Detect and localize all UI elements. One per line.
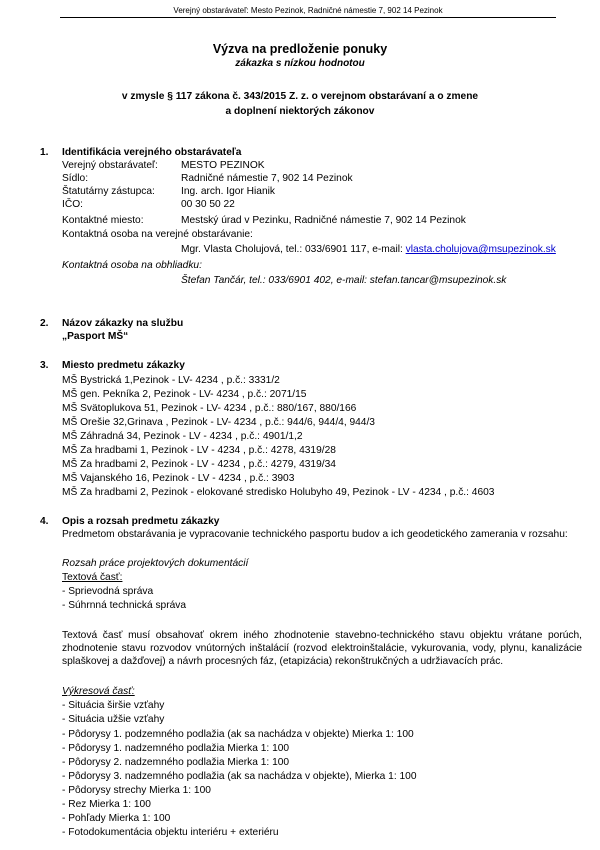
drawing-item: - Pôdorysy 1. podzemného podlažia (ak sa nachádza v objekte) Mierka 1: 100	[62, 729, 414, 740]
location-item: MŠ Bystrická 1,Pezinok - LV- 4234 , p.č.: 3331/2	[62, 375, 280, 386]
s1-value-obstaravatel: MESTO PEZINOK	[181, 160, 265, 171]
s1-value-statutar: Ing. arch. Igor Hianik	[181, 186, 275, 197]
s1-contact-label: Kontaktná osoba na verejné obstarávanie:	[62, 229, 253, 240]
s1-value-sidlo: Radničné námestie 7, 902 14 Pezinok	[181, 173, 353, 184]
law-line-2: a doplnení niektorých zákonov	[225, 106, 375, 117]
s1-label-statutar: Štatutárny zástupca:	[62, 186, 155, 197]
section-4-number: 4.	[40, 516, 49, 527]
s1-contact-text: Mgr. Vlasta Cholujová, tel.: 033/6901 117, e-mail:	[181, 244, 406, 255]
s1-inspection-label: Kontaktná osoba na obhliadku:	[62, 260, 202, 271]
location-item: MŠ Orešie 32,Grinava , Pezinok - LV- 4234 , p.č.: 944/6, 944/4, 944/3	[62, 417, 375, 428]
drawing-part-title: Výkresová časť:	[62, 686, 135, 697]
drawing-item: - Pôdorysy 3. nadzemného podlažia (ak sa nachádza v objekte), Mierka 1: 100	[62, 771, 417, 782]
s1-label-kontaktne-miesto: Kontaktné miesto:	[62, 215, 144, 226]
location-item: MŠ gen. Pekníka 2, Pezinok - LV- 4234 , p.č.: 2071/15	[62, 389, 307, 400]
location-item: MŠ Za hradbami 2, Pezinok - LV - 4234 , p.č.: 4279, 4319/34	[62, 459, 336, 470]
text-part-paragraph: Textová časť musí obsahovať okrem iného zhodnotenie stavebno-technického stavu objektu vrátane porúch, zhodnotenie stavu rozvodov vnútorných inštalácií (rozvod elektroinštalácie, vykurovania, vody, plynu, kanalizácie splaškovej a dažďovej) a návrh procesných fáz, (etapizácia) rekonštrukčných a udržiavacích prác.	[62, 630, 582, 667]
section-1-heading: Identifikácia verejného obstarávateľa	[62, 147, 242, 158]
section-3-number: 3.	[40, 360, 49, 371]
location-item: MŠ Za hradbami 2, Pezinok - elokované stredisko Holubyho 49, Pezinok - LV - 4234 , p.č.: 4603	[62, 487, 495, 498]
s1-label-sidlo: Sídlo:	[62, 173, 89, 184]
drawing-item: - Pôdorysy 2. nadzemného podlažia Mierka 1: 100	[62, 757, 290, 768]
drawing-item: - Rez Mierka 1: 100	[62, 799, 151, 810]
drawing-item: - Fotodokumentácia objektu interiéru + exteriéru	[62, 827, 279, 838]
s4-intro: Predmetom obstarávania je vypracovanie technického pasportu budov a ich geodetického zamerania v rozsahu:	[62, 529, 568, 540]
location-item: MŠ Za hradbami 1, Pezinok - LV - 4234 , p.č.: 4278, 4319/28	[62, 445, 336, 456]
scope-title: Rozsah práce projektových dokumentácií	[62, 558, 249, 569]
location-item: MŠ Vajanského 16, Pezinok - LV - 4234 , p.č.: 3903	[62, 473, 295, 484]
s1-label-ico: IČO:	[62, 199, 83, 210]
section-2-number: 2.	[40, 318, 49, 329]
page-header: Verejný obstarávateľ: Mesto Pezinok, Radničné námestie 7, 902 14 Pezinok	[173, 6, 443, 15]
law-line-1: v zmysle § 117 zákona č. 343/2015 Z. z. o verejnom obstarávaní a o zmene	[121, 91, 479, 102]
location-item: MŠ Svätoplukova 51, Pezinok - LV- 4234 , p.č.: 880/167, 880/166	[62, 403, 357, 414]
drawing-item: - Situácia širšie vzťahy	[62, 700, 165, 711]
section-4-heading: Opis a rozsah predmetu zákazky	[62, 516, 220, 527]
s1-contact-line	[181, 243, 556, 256]
drawing-item: - Pôdorysy 1. nadzemného podlažia Mierka 1: 100	[62, 743, 290, 754]
text-part-item: - Sprievodná správa	[62, 586, 154, 597]
drawing-item: - Pôdorysy strechy Mierka 1: 100	[62, 785, 211, 796]
section-1-number: 1.	[40, 147, 49, 158]
text-part-item: - Súhrnná technická správa	[62, 600, 187, 611]
document-subtitle: zákazka s nízkou hodnotou	[235, 58, 365, 69]
drawing-item: - Pohľady Mierka 1: 100	[62, 813, 171, 824]
contract-name: „Pasport MŠ“	[62, 331, 129, 342]
s1-value-kontaktne-miesto: Mestský úrad v Pezinku, Radničné námestie 7, 902 14 Pezinok	[181, 215, 466, 226]
law-reference	[0, 89, 600, 119]
s1-label-obstaravatel: Verejný obstarávateľ:	[62, 160, 158, 171]
document-title: Výzva na predloženie ponuky	[212, 42, 388, 56]
section-2-heading: Názov zákazky na službu	[62, 318, 184, 329]
header-divider	[60, 17, 556, 18]
location-item: MŠ Záhradná 34, Pezinok - LV - 4234 , p.č.: 4901/1,2	[62, 431, 303, 442]
contact-email-link[interactable]: vlasta.cholujova@msupezinok.sk	[405, 244, 556, 255]
section-3-heading: Miesto predmetu zákazky	[62, 360, 185, 371]
drawing-item: - Situácia užšie vzťahy	[62, 714, 165, 725]
text-part-title: Textová časť:	[62, 572, 123, 583]
s1-inspection-text: Štefan Tančár, tel.: 033/6901 402, e-mail: stefan.tancar@msupezinok.sk	[181, 275, 507, 286]
s1-value-ico: 00 30 50 22	[181, 199, 235, 210]
